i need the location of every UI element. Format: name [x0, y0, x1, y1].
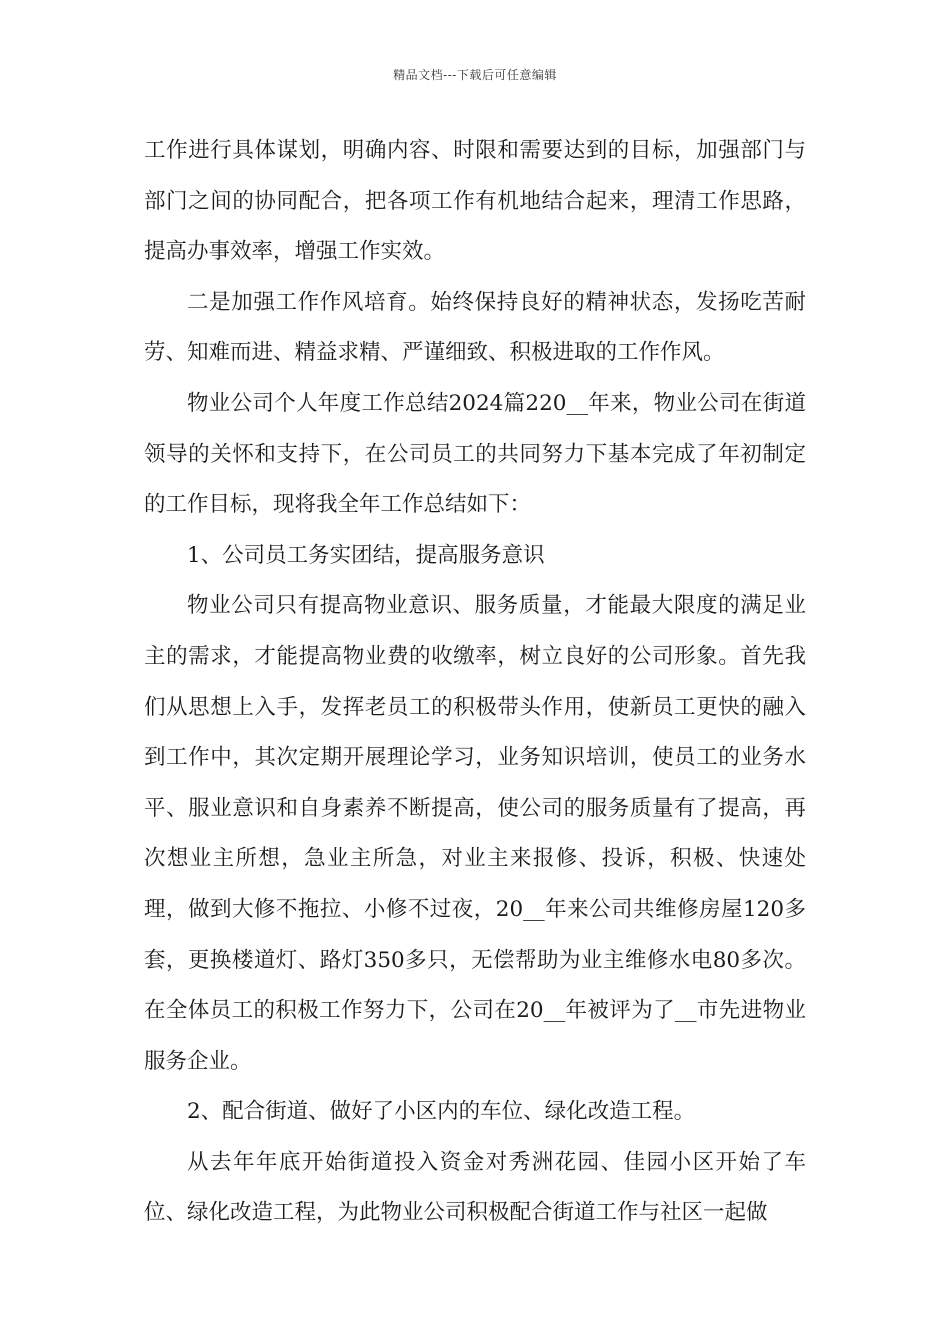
section-heading-2: 2、配合街道、做好了小区内的车位、绿化改造工程。 [187, 1099, 696, 1125]
paragraph-work-style: 二是加强工作作风培育。始终保持良好的精神状态，发扬吃苦耐劳、知难而进、精益求精、严谨细致、积极进取的工作作风。 [144, 289, 806, 366]
page-header: 精品文档---下载后可任意编辑 [393, 68, 557, 82]
paragraph-renovation: 从去年年底开始街道投入资金对秀洲花园、佳园小区开始了车位、绿化改造工程，为此物业公司积极配合街道工作与社区一起做 [144, 1149, 806, 1226]
paragraph-summary-intro: 物业公司个人年度工作总结2024篇220__年来，物业公司在街道领导的关怀和支持下，在公司员工的共同努力下基本完成了年初制定的工作目标，现将我全年工作总结如下： [144, 390, 806, 518]
paragraph-service-quality: 物业公司只有提高物业意识、服务质量，才能最大限度的满足业主的需求，才能提高物业费的收缴率，树立良好的公司形象。首先我们从思想上入手，发挥老员工的积极带头作用，使新员工更快的融入到工作中，其次定期开展理论学习，业务知识培训，使员工的业务水平、服业意识和自身素养不断提高，使公司的服务质量有了提高，再次想业主所想，急业主所急，对业主来报修、投诉，积极、快速处理，做到大修不拖拉、小修不过夜，20__年来公司共维修房屋120多套，更换楼道灯、路灯350多只，无偿帮助为业主维修水电80多次。在全体员工的积极工作努力下，公司在20__年被评为了__市先进物业服务企业。 [144, 593, 806, 1074]
section-heading-1: 1、公司员工务实团结，提高服务意识 [187, 542, 545, 568]
paragraph-continuation: 工作进行具体谋划，明确内容、时限和需要达到的目标，加强部门与部门之间的协同配合，把各项工作有机地结合起来，理清工作思路，提高办事效率，增强工作实效。 [144, 138, 806, 265]
document-body [144, 126, 806, 1239]
